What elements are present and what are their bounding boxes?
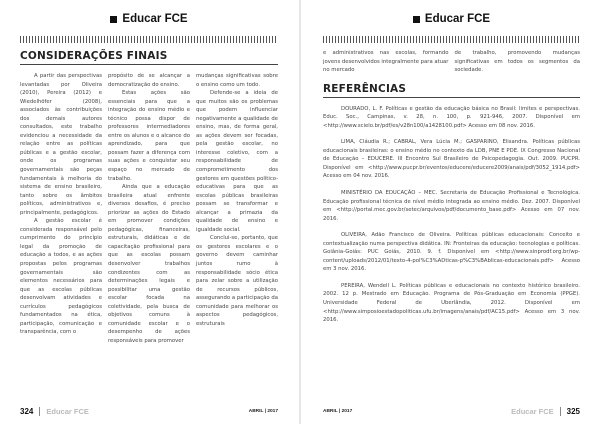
paragraph: Ainda que a educação brasileira atual enfrente diversos desafios, é preciso priorizar as ações do Estado em promover condições pedagógicas, financeiras, estruturais, didáticas e de capacitação profissional para que as escolas possam desenvolver trabalhos condizentes com as determinações legais e possibilitar uma gestão escolar focada na coletividade, pela busca de objetivos comuns à comunidade escolar e o desempenho de ações responsáveis para promover <box>108 184 190 344</box>
text-columns <box>20 72 278 346</box>
page-footer <box>323 404 580 418</box>
text-column-2 <box>108 72 190 346</box>
reference-item: DOURADO, L. F. Políticas e gestão da educação básica no Brasil: limites e perspectivas. Educ. Soc., Campinas, v. 28, n. 100, p. 921-946, 2007. Disponível em <http://www.scielo.br/pdf/es/v28n100/a1428100.pdf> Acesso em 08 nov. 2016. <box>323 105 580 129</box>
paragraph: A partir das perspectivas levantadas por Oliveira (2010), Pereira (2012) e Wiedelhöfer (2008), associados às contribuições dos demais autores consultados, este trabalho evidenciou a necessidade da relação entre as políticas públicas e a gestão escolar, onde os programas governamentais são peças fundamentais à melhoria do sistema de ensino brasileiro, tanto sobre os âmbitos políticos, administrativos e, principalmente, pedagógicos. <box>20 73 102 216</box>
right-page <box>301 0 600 424</box>
section-title-consideracoes: CONSIDERAÇÕES FINAIS <box>20 50 168 62</box>
footer-brand: Educar FCE <box>511 406 554 416</box>
footer-separator <box>560 407 561 416</box>
header-hatch-rule <box>20 36 278 43</box>
page-number: 324 <box>20 406 34 416</box>
paragraph: Conclui-se, portanto, que os gestores escolares e o governo devem caminhar juntos rumo à responsabilidade sócio ética para zelar sobre a utilização de recursos públicos, assegurando a participação da comunidade para melhorar os aspectos pedagógicos, estruturais <box>196 235 278 327</box>
reference-item: OLIVEIRA, Adão Francisco de Oliveira. Políticas públicas educacionais: Conceito e contextualização numa perspectiva didática. IN: Fronteiras da educação: tecnologias e políticas. Goiânia-Goiás: PUC Goiás, 2010. 9. f. Disponível em <http://www.sinprodf.org.br/wp-content/uploads/2012/01/texto-4-pol%C3%ADticas-p%C3%BAblicas-educacionais.pdf> Acesso em 3 nov. 2016. <box>323 232 580 273</box>
footer-date: ABRIL | 2017 <box>323 408 353 414</box>
header-title: Educar FCE <box>424 13 491 25</box>
footer-date: ABRIL | 2017 <box>248 408 278 414</box>
running-header <box>20 8 278 30</box>
paragraph: mudanças significativas sobre o ensino como um todo. <box>196 73 278 88</box>
references-list <box>323 105 580 325</box>
section-title-referencias: REFERÊNCIAS <box>323 82 407 95</box>
section-underline <box>323 97 580 98</box>
page-footer <box>20 404 278 418</box>
reference-item: MINISTÉRIO DA EDUCAÇÃO – MEC. Secretaria de Educação Profissional e Tecnológica. Educação profissional técnica de nível médio integrada ao ensino médio. Dez. 2007. Disponível em <http://portal.mec.gov.br/setec/arquivos/pdf/documento_base.pdf> Acesso em 07 nov. 2016. <box>323 190 580 222</box>
paragraph: e administrativos nas escolas, formando jovens desenvolvidos integralmente para atuar no mercado <box>323 50 449 74</box>
header-title: Educar FCE <box>122 13 188 25</box>
footer-brand: Educar FCE <box>46 406 89 416</box>
section-underline <box>20 64 278 65</box>
text-column-3 <box>196 72 278 346</box>
footer-separator <box>39 407 40 416</box>
text-column-1 <box>323 49 449 75</box>
paragraph: de trabalho, promovendo mudanças significativas em todos os segmentos da sociedade. <box>454 50 580 74</box>
running-header <box>323 8 580 30</box>
text-column-1 <box>20 72 102 346</box>
square-bullet-icon <box>110 16 117 23</box>
left-page <box>0 0 299 424</box>
reference-item: PEREIRA, Wendell L. Políticas públicas e educacionais no contexto histórico brasileiro. 2002. 12 p. Mestrado em Educação. Programa de Pós-Graduação em Economia (PPGE). Universidade Federal de Uberlândia, 2012. Disponível em <http://www.simposioestadopoliticas.ufu.br/imagens/anais/pdf/AC15.pdf> Acesso em 3 nov. 2016. <box>323 282 580 324</box>
reference-item: LIMA, Cláudia R.; CABRAL, Vera Lúcia M.; GASPARINO, Elisandra. Políticas públicas educacionais brasileiras: o ensino médio no contexto da LDB, PNE E PDE. IX Congresso Nacional de Educação – EDUCERE. III Encontro Sul Brasileiro de Psicopedagogia. Out. 2009. PUCPR. Disponível em <http://www.pucpr.br/eventos/educere/educere2009/anais/pdf/3052_1914.pdf> Acesso em 04 nov. 2016. <box>323 139 580 180</box>
header-hatch-rule <box>323 36 580 43</box>
paragraph: Defende-se a ideia de que muitos são os problemas que podem influenciar negativamente a qualidade de ensino, mas, de forma geral, as ações devem ser focadas, pela gestão escolar, no interesse coletivo, com a responsabilidade de comprometimento dos gestores em questões político-educativas para que as escolas públicas brasileiras possam se transformar e alcançar a primazia da qualidade de ensino e igualdade social. <box>196 90 278 233</box>
paragraph: Estas ações são essenciais para que a integração do ensino médio e técnico possa dispor de professores intermediadores entre os alunos e o alcance do aprendizado, para que possam fazer a diferença com suas ações e conquistar seu espaço no mercado de trabalho. <box>108 90 190 182</box>
continued-columns <box>323 49 580 75</box>
square-bullet-icon <box>413 16 420 23</box>
paragraph: A gestão escolar é considerada responsável pelo cumprimento do princípio legal da promoção de educação a todos, e as ações propostas pelos programas governamentais são elementos necessários para que as escolas públicas desenvolvam atividades e currículos pedagógicos fundamentados na ética, participação, comunicação e transparência, com o <box>20 218 102 336</box>
page-number: 325 <box>566 406 580 416</box>
text-column-2 <box>455 49 581 75</box>
paragraph: propósito de se alcançar a democratização do ensino. <box>108 73 190 88</box>
